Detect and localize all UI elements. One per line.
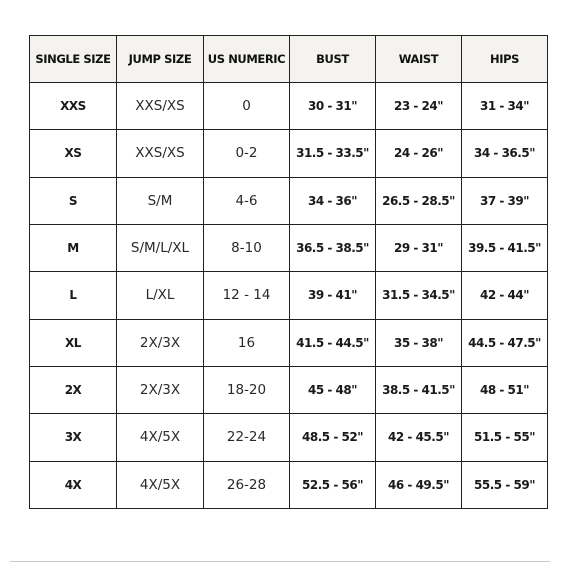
header-jump-size: JUMP SIZE	[117, 36, 204, 83]
size-chart-header	[30, 36, 548, 83]
header-hips: HIPS	[462, 36, 548, 83]
cell-us-numeric: 16	[204, 319, 290, 366]
cell-waist: 31.5 - 34.5"	[376, 272, 462, 319]
cell-bust: 52.5 - 56"	[290, 461, 376, 508]
footer-divider	[10, 561, 550, 562]
cell-hips: 51.5 - 55"	[462, 414, 548, 461]
cell-jump-size: 4X/5X	[117, 414, 204, 461]
cell-us-numeric: 4-6	[204, 177, 290, 224]
cell-single-size: 2X	[30, 366, 117, 413]
cell-jump-size: XXS/XS	[117, 130, 204, 177]
cell-jump-size: S/M	[117, 177, 204, 224]
cell-us-numeric: 0	[204, 83, 290, 130]
cell-waist: 42 - 45.5"	[376, 414, 462, 461]
cell-bust: 34 - 36"	[290, 177, 376, 224]
cell-single-size: L	[30, 272, 117, 319]
cell-bust: 39 - 41"	[290, 272, 376, 319]
header-bust: BUST	[290, 36, 376, 83]
cell-bust: 48.5 - 52"	[290, 414, 376, 461]
table-row	[30, 366, 548, 413]
cell-hips: 39.5 - 41.5"	[462, 224, 548, 271]
header-waist: WAIST	[376, 36, 462, 83]
cell-single-size: XXS	[30, 83, 117, 130]
header-single-size: SINGLE SIZE	[30, 36, 117, 83]
cell-single-size: S	[30, 177, 117, 224]
table-row	[30, 319, 548, 366]
cell-single-size: XS	[30, 130, 117, 177]
cell-single-size: 3X	[30, 414, 117, 461]
cell-single-size: 4X	[30, 461, 117, 508]
cell-jump-size: 2X/3X	[117, 366, 204, 413]
cell-bust: 30 - 31"	[290, 83, 376, 130]
cell-jump-size: L/XL	[117, 272, 204, 319]
cell-hips: 31 - 34"	[462, 83, 548, 130]
cell-jump-size: 4X/5X	[117, 461, 204, 508]
cell-us-numeric: 26-28	[204, 461, 290, 508]
cell-hips: 48 - 51"	[462, 366, 548, 413]
cell-jump-size: S/M/L/XL	[117, 224, 204, 271]
table-row	[30, 224, 548, 271]
cell-jump-size: XXS/XS	[117, 83, 204, 130]
table-row	[30, 461, 548, 508]
cell-bust: 36.5 - 38.5"	[290, 224, 376, 271]
table-row	[30, 177, 548, 224]
cell-hips: 34 - 36.5"	[462, 130, 548, 177]
cell-waist: 46 - 49.5"	[376, 461, 462, 508]
cell-us-numeric: 18-20	[204, 366, 290, 413]
cell-us-numeric: 0-2	[204, 130, 290, 177]
table-row	[30, 272, 548, 319]
cell-waist: 38.5 - 41.5"	[376, 366, 462, 413]
cell-hips: 37 - 39"	[462, 177, 548, 224]
cell-waist: 35 - 38"	[376, 319, 462, 366]
cell-hips: 44.5 - 47.5"	[462, 319, 548, 366]
cell-us-numeric: 12 - 14	[204, 272, 290, 319]
cell-single-size: M	[30, 224, 117, 271]
cell-us-numeric: 22-24	[204, 414, 290, 461]
cell-bust: 45 - 48"	[290, 366, 376, 413]
cell-hips: 42 - 44"	[462, 272, 548, 319]
cell-single-size: XL	[30, 319, 117, 366]
cell-jump-size: 2X/3X	[117, 319, 204, 366]
size-chart-table	[29, 35, 548, 509]
table-row	[30, 414, 548, 461]
cell-bust: 41.5 - 44.5"	[290, 319, 376, 366]
size-chart-body	[30, 83, 548, 509]
cell-waist: 24 - 26"	[376, 130, 462, 177]
table-row	[30, 130, 548, 177]
cell-waist: 29 - 31"	[376, 224, 462, 271]
table-row	[30, 83, 548, 130]
cell-waist: 26.5 - 28.5"	[376, 177, 462, 224]
header-row	[30, 36, 548, 83]
header-us-numeric: US NUMERIC	[204, 36, 290, 83]
cell-hips: 55.5 - 59"	[462, 461, 548, 508]
cell-waist: 23 - 24"	[376, 83, 462, 130]
cell-bust: 31.5 - 33.5"	[290, 130, 376, 177]
cell-us-numeric: 8-10	[204, 224, 290, 271]
